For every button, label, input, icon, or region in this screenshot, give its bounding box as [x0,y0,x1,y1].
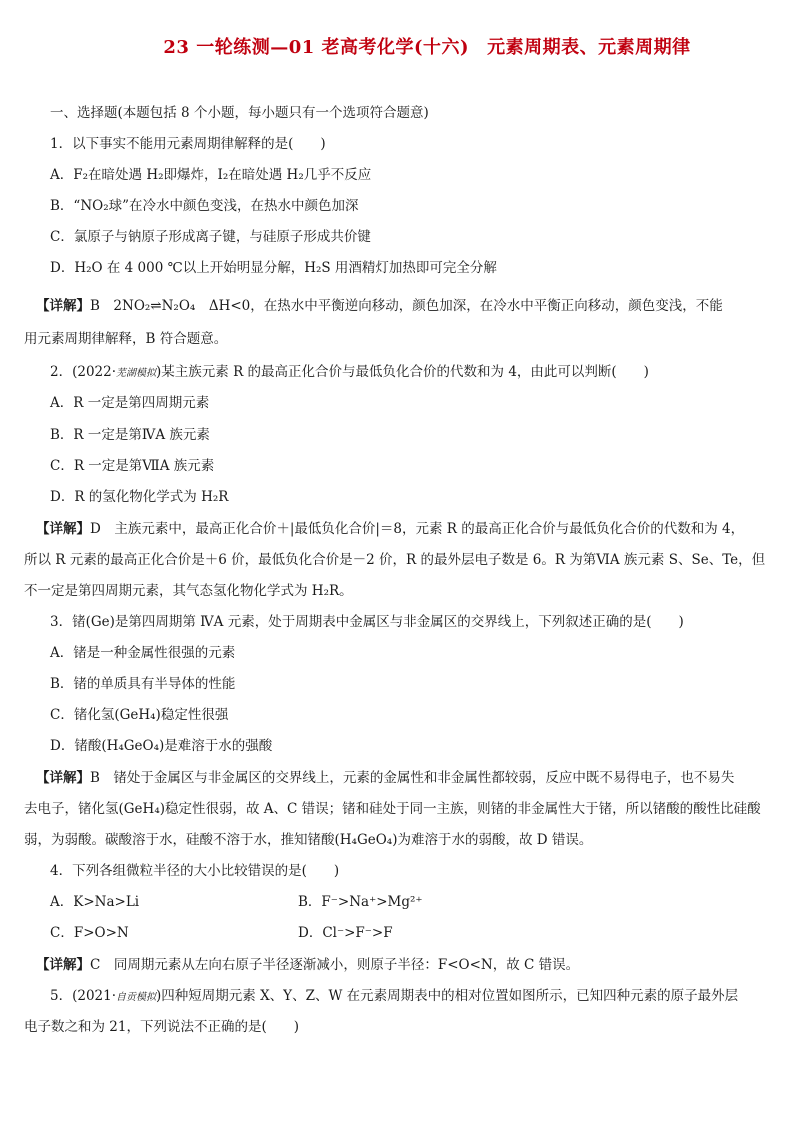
title-topic: 元素周期表、元素周期律 [487,37,691,58]
q1-option-b: B．“NO₂球”在冷水中颜色变浅，在热水中颜色加深 [50,198,359,214]
q2-answer-line2: 所以 R 元素的最高正化合价是＋6 价，最低负化合价是－2 价，R 的最外层电子数是 6。R 为第ⅥA 族元素 S、Se、Te，但 [24,552,766,568]
answer-label: 【详解】 [36,957,90,973]
q3-answer-text: B 锗处于金属区与非金属区的交界线上，元素的金属性和非金属性都较弱，反应中既不易得电子，也不易失 [90,770,735,786]
q4-option-b: B．F⁻>Na⁺>Mg²⁺ [298,894,423,910]
q2-option-a: A．R 一定是第四周期元素 [50,395,210,411]
q3-answer-line3: 弱，为弱酸。碳酸溶于水，硅酸不溶于水，推知锗酸(H₄GeO₄)为难溶于水的弱酸，故 D 错误。 [24,832,593,848]
answer-label: 【详解】 [36,298,90,314]
q2-number: 2．(2022· [50,364,117,380]
q1-answer-line1 [36,297,723,315]
q4-option-d: D．Cl⁻>F⁻>F [298,925,393,941]
q2-option-d: D．R 的氢化物化学式为 H₂R [50,489,229,505]
q5-number: 5．(2021· [50,988,117,1004]
q1-option-c: C．氯原子与钠原子形成离子键，与硅原子形成共价键 [50,229,371,245]
q5-stem [50,987,738,1007]
q3-answer-line2: 去电子，锗化氢(GeH₄)稳定性很弱，故 A、C 错误；锗和硅处于同一主族，则锗的非金属性大于锗，所以锗酸的酸性比硅酸 [24,801,761,817]
page-title [0,33,794,59]
q5-stem-line2: 电子数之和为 21，下列说法不正确的是( ) [24,1019,300,1035]
q2-option-b: B．R 一定是第ⅣA 族元素 [50,427,210,443]
q3-option-d: D．锗酸(H₄GeO₄)是难溶于水的强酸 [50,738,273,754]
q2-answer-line1 [36,520,744,538]
q1-option-d: D．H₂O 在 4 000 ℃以上开始明显分解，H₂S 用酒精灯加热即可完全分解 [50,260,497,276]
q5-source-tag: 自贡模拟 [116,992,157,1003]
q5-stem-text: )四种短周期元素 X、Y、Z、W 在元素周期表中的相对位置如图所示，已知四种元素的原子最外层 [156,988,739,1004]
q2-answer-text: D 主族元素中，最高正化合价＋|最低负化合价|＝8，元素 R 的最高正化合价与最低负化合价的代数和为 4， [90,521,745,537]
q2-stem-text: )某主族元素 R 的最高正化合价与最低负化合价的代数和为 4，由此可以判断( ) [156,364,649,380]
title-main: 23 一轮练测—01 老高考化学(十六) [163,37,470,58]
q3-option-a: A．锗是一种金属性很强的元素 [50,645,236,661]
answer-label: 【详解】 [36,521,90,537]
q1-stem: 1．以下事实不能用元素周期律解释的是( ) [50,136,326,152]
q1-answer-text: B 2NO₂⇌N₂O₄ ΔH<0，在热水中平衡逆向移动，颜色加深，在冷水中平衡正向移动，颜色变浅，不能 [90,298,723,314]
q3-answer-line1 [36,769,734,787]
q2-answer-line3: 不一定是第四周期元素，其气态氢化物化学式为 H₂R。 [24,583,353,599]
q1-answer-line2: 用元素周期律解释，B 符合题意。 [24,331,228,347]
q2-source-tag: 芜湖模拟 [116,368,157,379]
q4-stem: 4．下列各组微粒半径的大小比较错误的是( ) [50,863,340,879]
q4-option-c: C．F>O>N [50,925,129,941]
q2-option-c: C．R 一定是第ⅦA 族元素 [50,458,215,474]
q4-answer-text: C 同周期元素从左向右原子半径逐渐减小，则原子半径：F<O<N，故 C 错误。 [90,957,580,973]
q4-answer-line1 [36,956,579,974]
q3-stem: 3．锗(Ge)是第四周期第 ⅣA 元素，处于周期表中金属区与非金属区的交界线上，下列叙述正确的是( ) [50,614,684,630]
q3-option-c: C．锗化氢(GeH₄)稳定性很强 [50,707,229,723]
q2-stem [50,363,649,383]
section-heading: 一、选择题(本题包括 8 个小题，每小题只有一个选项符合题意) [50,105,429,121]
answer-label: 【详解】 [36,770,90,786]
q1-option-a: A．F₂在暗处遇 H₂即爆炸，I₂在暗处遇 H₂几乎不反应 [50,167,372,183]
q3-option-b: B．锗的单质具有半导体的性能 [50,676,236,692]
q4-option-a: A．K>Na>Li [50,894,140,910]
